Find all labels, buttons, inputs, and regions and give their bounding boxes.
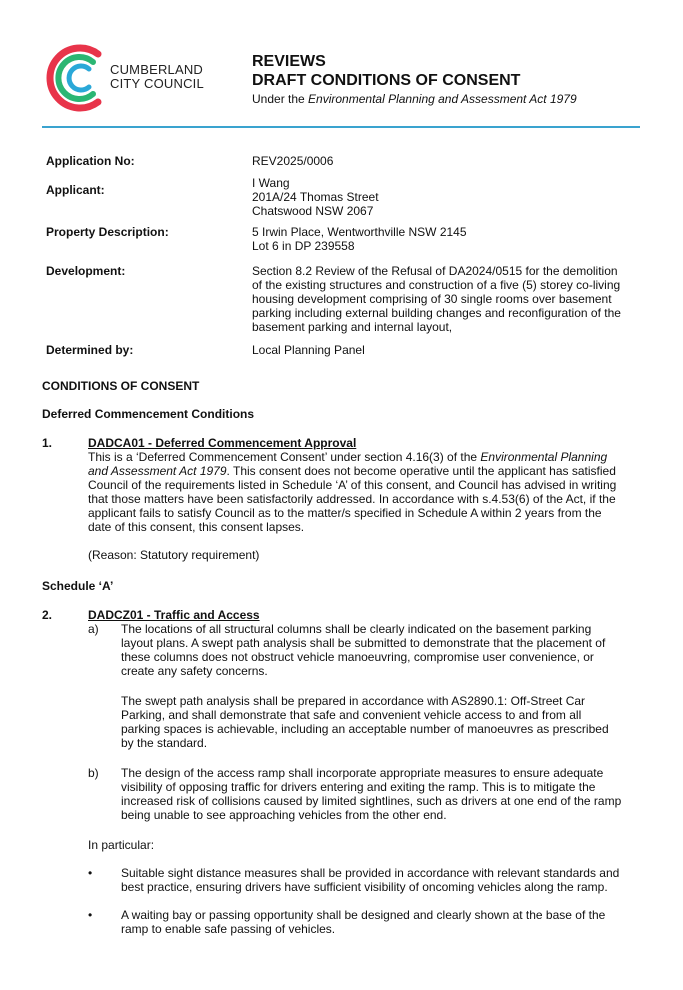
development-value: [252, 264, 642, 334]
development-line: housing development comprising of 30 single rooms over basement: [252, 292, 612, 306]
condition-2-b-label: b): [88, 766, 99, 780]
condition-1-act-ref: and Assessment Act 1979: [88, 464, 227, 478]
condition-2-b-para: [121, 766, 646, 822]
condition-2-a-para-1: [121, 622, 646, 678]
applicant-name: I Wang: [252, 176, 290, 190]
schedule-heading: Schedule ‘A’: [42, 579, 114, 593]
condition-1: [88, 436, 648, 562]
condition-1-line: that those matters have been satisfactorily addressed. In accordance with s.4.53(6) of the Act, if the: [88, 492, 616, 506]
condition-2-a-line: by the standard.: [121, 736, 208, 750]
condition-2-a-line: The swept path analysis shall be prepared in accordance with AS2890.1: Off-Street Car: [121, 694, 586, 708]
subtitle-prefix: Under the: [252, 92, 309, 106]
determined-by-value: Local Planning Panel: [252, 343, 365, 357]
condition-2-number: 2.: [42, 608, 53, 622]
subtitle-act: Environmental Planning and Assessment Act 1979: [308, 92, 577, 106]
condition-1-reason: (Reason: Statutory requirement): [88, 548, 260, 562]
applicant-value: [252, 176, 642, 218]
bullet-item-2: [121, 908, 646, 936]
development-label: Development:: [46, 264, 126, 278]
council-logo: [46, 40, 226, 116]
condition-1-line: Council of the requirements listed in Schedule ‘A’ of this consent, and Council has advised in writing: [88, 478, 617, 492]
condition-1-title: DADCA01 - Deferred Commencement Approval: [88, 436, 357, 450]
property-address: 5 Irwin Place, Wentworthville NSW 2145: [252, 225, 467, 239]
conditions-heading: CONDITIONS OF CONSENT: [42, 379, 200, 393]
development-line: Section 8.2 Review of the Refusal of DA2024/0515 for the demolition: [252, 264, 618, 278]
condition-2-a-line: Parking, and shall demonstrate that safe and convenient vehicle access to and from all: [121, 708, 582, 722]
property-lot: Lot 6 in DP 239558: [252, 239, 355, 253]
condition-2-b-line: being unable to see approaching vehicles from the other end.: [121, 808, 447, 822]
logo-line-1: CUMBERLAND: [110, 62, 204, 77]
header-title-draft: DRAFT CONDITIONS OF CONSENT: [252, 72, 521, 89]
application-no-value: REV2025/0006: [252, 154, 334, 168]
deferred-heading: Deferred Commencement Conditions: [42, 407, 255, 421]
bullet-marker: •: [88, 908, 93, 922]
property-label: Property Description:: [46, 225, 169, 239]
condition-2-a-label: a): [88, 622, 99, 636]
header-subtitle: [252, 92, 577, 107]
condition-2-a-line: The locations of all structural columns shall be clearly indicated on the basement parking: [121, 622, 592, 636]
condition-1-text: [88, 450, 648, 534]
in-particular: In particular:: [88, 838, 155, 852]
council-logo-icon: [46, 40, 116, 116]
bullet-1-line: best practice, ensuring drivers have sufficient visibility of oncoming vehicles along the ramp.: [121, 880, 608, 894]
condition-2-a-line: these columns does not obstruct vehicle manoeuvring, compromise user convenience, or: [121, 650, 594, 664]
condition-2-b-line: increased risk of collisions caused by limited sightlines, such as drivers at one end of the ramp: [121, 794, 622, 808]
condition-1-line: applicant fails to satisfy Council as to the matter/s specified in Schedule A within 2 years from the: [88, 506, 602, 520]
condition-2-a-para-2: [121, 694, 646, 750]
applicant-address-1: 201A/24 Thomas Street: [252, 190, 379, 204]
bullet-2-line: ramp to enable safe passing of vehicles.: [121, 922, 336, 936]
condition-2-title: DADCZ01 - Traffic and Access: [88, 608, 260, 622]
condition-2-a-line: create any safety concerns.: [121, 664, 268, 678]
condition-1-line: . This consent does not become operative until the applicant has satisfied: [226, 464, 616, 478]
condition-1-line: date of this consent, this consent lapses.: [88, 520, 305, 534]
header-title-reviews: REVIEWS: [252, 53, 326, 70]
bullet-2-line: A waiting bay or passing opportunity shall be designed and clearly shown at the base of the: [121, 908, 606, 922]
logo-line-2: CITY COUNCIL: [110, 76, 204, 91]
condition-1-number: 1.: [42, 436, 53, 450]
condition-1-line: This is a ‘Deferred Commencement Consent’ under section 4.16(3) of the: [88, 450, 481, 464]
determined-by-label: Determined by:: [46, 343, 134, 357]
condition-1-act-ref: Environmental Planning: [480, 450, 608, 464]
document-header: [252, 52, 577, 107]
bullet-item-1: [121, 866, 646, 894]
applicant-address-2: Chatswood NSW 2067: [252, 204, 374, 218]
bullet-1-line: Suitable sight distance measures shall be provided in accordance with relevant standards and: [121, 866, 620, 880]
bullet-marker: •: [88, 866, 93, 880]
application-no-label: Application No:: [46, 154, 135, 168]
development-line: of the existing structures and construction of a five (5) storey co-living: [252, 278, 621, 292]
property-value: [252, 225, 642, 253]
condition-2-b-line: visibility of opposing traffic for drivers entering and exiting the ramp. This is to mitigate the: [121, 780, 596, 794]
development-line: parking including external building changes and reconfiguration of the: [252, 306, 621, 320]
header-divider: [42, 126, 640, 128]
condition-2-b-line: The design of the access ramp shall incorporate appropriate measures to ensure adequate: [121, 766, 604, 780]
condition-2-a-line: parking spaces is achievable, including an acceptable number of manoeuvres as prescribed: [121, 722, 609, 736]
development-line: basement parking and internal layout,: [252, 320, 453, 334]
council-logo-text: [110, 63, 204, 91]
applicant-label: Applicant:: [46, 183, 105, 197]
condition-2-a-line: layout plans. A swept path analysis shall be submitted to demonstrate that the placement of: [121, 636, 606, 650]
